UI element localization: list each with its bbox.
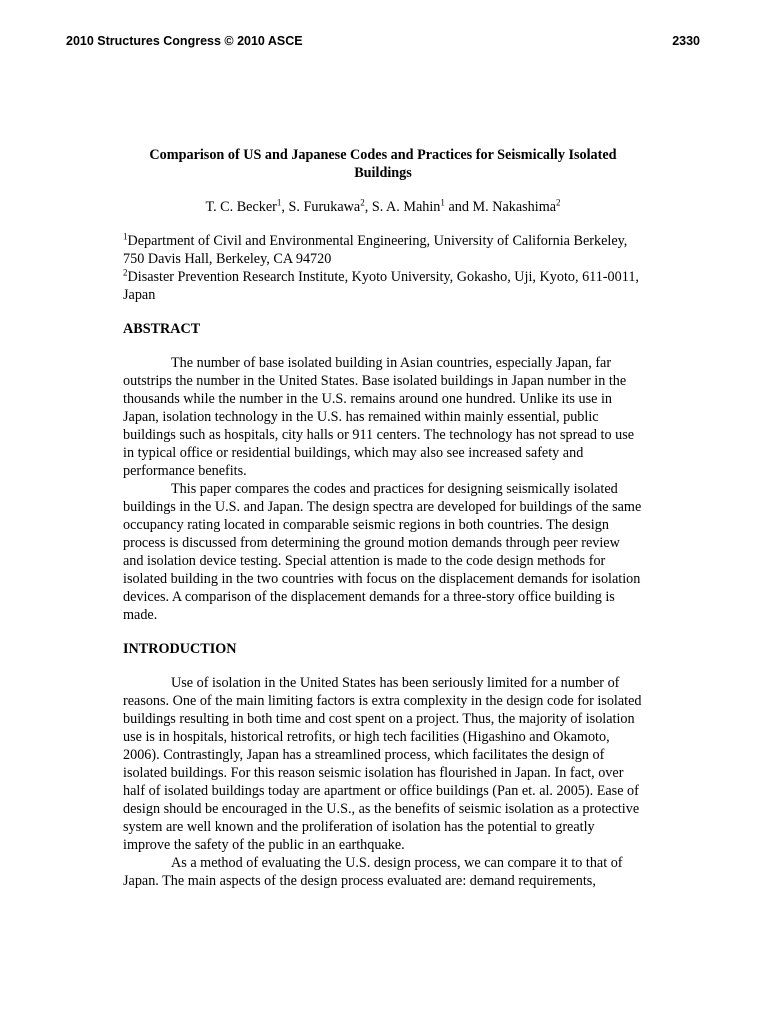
page-number: 2330: [672, 34, 700, 48]
author-name: S. A. Mahin: [371, 199, 441, 215]
affiliation-text: Department of Civil and Environmental Engineering, University of California Berkeley, 750 Davis Hall, Berkeley, CA 94720: [123, 233, 628, 267]
abstract-heading: ABSTRACT: [123, 321, 201, 337]
author-affiliation-mark: 2: [360, 197, 365, 208]
affiliation-item: [123, 232, 643, 268]
abstract-paragraph: The number of base isolated building in Asian countries, especially Japan, far outstrips the number in the United States. Base isolated buildings in Japan number in the thousands while the number in the U.S. remains around one hundred. Unlike its use in Japan, isolation technology in the U.S. has remained within mainly essential, public buildings such as hospitals, city halls or 911 centers. The technology has not spread to use in typical office or residential buildings, which may also see increased safety and performance benefits.: [123, 355, 635, 479]
affiliation-mark: 2: [123, 267, 128, 278]
paper-content: [123, 146, 643, 890]
author-name: T. C. Becker: [205, 199, 277, 215]
introduction-paragraph: As a method of evaluating the U.S. design process, we can compare it to that of Japan. The main aspects of the design process evaluated are: demand requirements,: [123, 855, 623, 889]
abstract-paragraph: This paper compares the codes and practices for designing seismically isolated buildings in the U.S. and Japan. The design spectra are developed for buildings of the same occupancy rating located in comparable seismic regions in both countries. The design process is discussed from determining the ground motion demands through peer review and isolation device testing. Special attention is made to the code design methods for isolated building in the two countries with focus on the displacement demands for isolation devices. A comparison of the displacement demands for a three-story office building is made.: [123, 481, 642, 623]
author-list: [123, 198, 643, 216]
paper-title: Comparison of US and Japanese Codes and Practices for Seismically Isolated Buildings: [149, 147, 617, 181]
author-affiliation-mark: 2: [556, 197, 561, 208]
conference-header: 2010 Structures Congress © 2010 ASCE: [66, 34, 303, 48]
author-name: S. Furukawa: [288, 199, 361, 215]
author-affiliation-mark: 1: [276, 197, 282, 208]
affiliation-text: Disaster Prevention Research Institute, Kyoto University, Gokasho, Uji, Kyoto, 611-0011, Japan: [123, 269, 639, 303]
affiliations: [123, 232, 643, 304]
introduction-heading: INTRODUCTION: [123, 641, 237, 657]
introduction-paragraph: Use of isolation in the United States has been seriously limited for a number of reasons. One of the main limiting factors is extra complexity in the design code for isolated buildings resulting in both time and cost spent on a project. Thus, the majority of isolation use is in hospitals, historical retrofits, or high tech facilities (Higashino and Okamoto, 2006). Contrastingly, Japan has a streamlined process, which facilitates the design of isolated buildings. For this reason seismic isolation has flourished in Japan. In fact, over half of isolated buildings today are apartment or office buildings (Pan et. al. 2005). Ease of design should be encouraged in the U.S., as the benefits of seismic isolation as a protective system are well known and the proliferation of isolation has the potential to greatly improve the safety of the public in an earthquake.: [123, 675, 642, 853]
affiliation-item: [123, 268, 643, 304]
affiliation-mark: 1: [123, 231, 128, 242]
abstract-section: [123, 320, 643, 624]
author-affiliation-mark: 1: [440, 197, 445, 208]
author-separator: ,: [364, 199, 372, 215]
author-separator: and: [444, 199, 473, 215]
page-header: [66, 34, 700, 54]
introduction-section: [123, 640, 643, 890]
author-separator: ,: [281, 199, 289, 215]
author-name: M. Nakashima: [472, 199, 557, 215]
